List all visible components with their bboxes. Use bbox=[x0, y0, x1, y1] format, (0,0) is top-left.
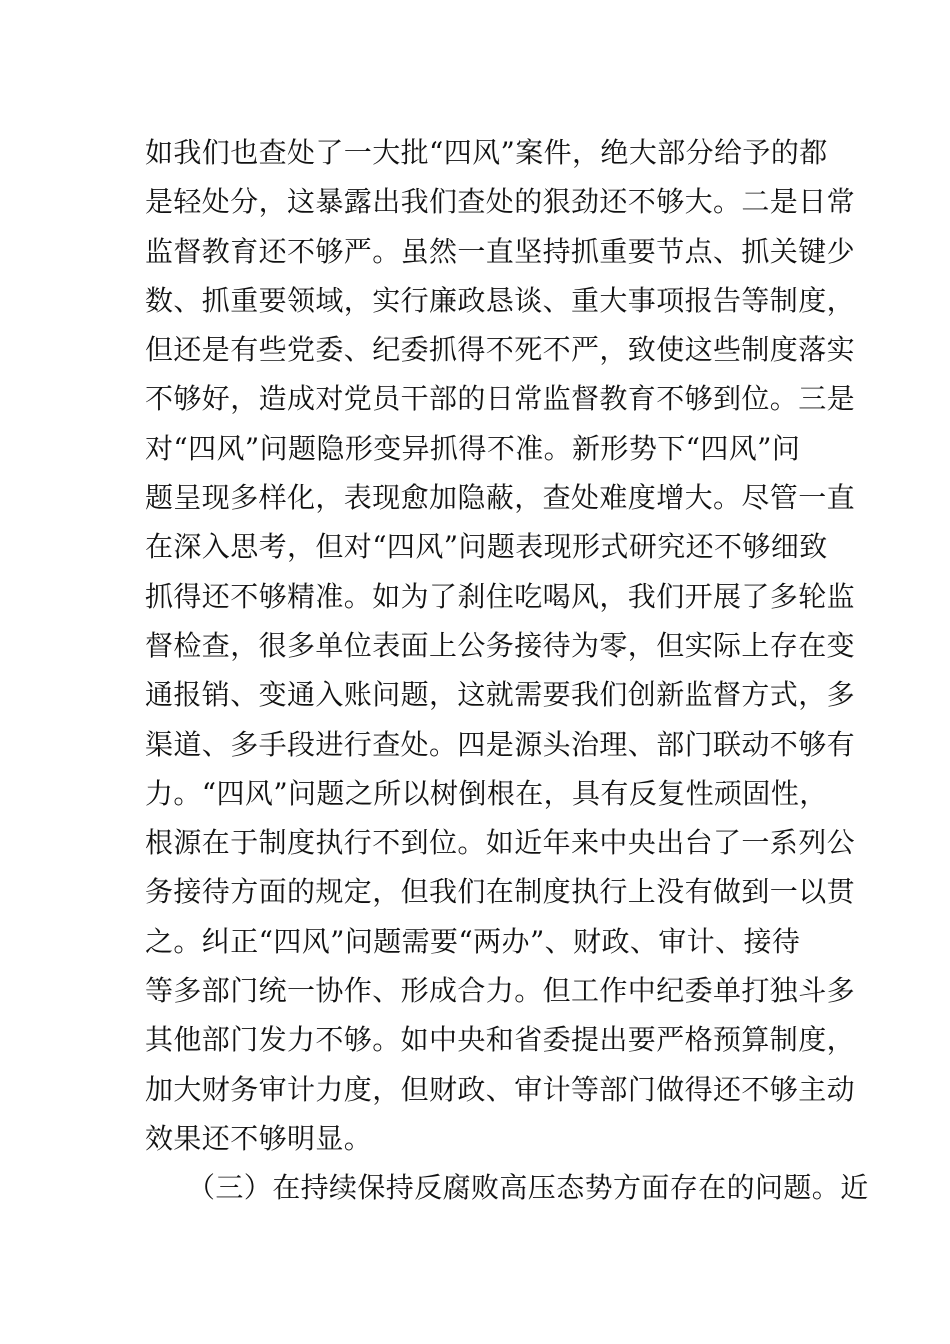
text-line: 数、抓重要领域，实行廉政恳谈、重大事项报告等制度， bbox=[145, 283, 856, 317]
body-text bbox=[145, 128, 869, 1213]
text-line: 之。纠正“四风”问题需要“两办”、财政、审计、接待 bbox=[145, 924, 801, 958]
text-line: 在深入思考，但对“四风”问题表现形式研究还不够细致 bbox=[145, 530, 828, 564]
text-line: 监督教育还不够严。虽然一直坚持抓重要节点、抓关键少 bbox=[145, 234, 856, 268]
text-line: 督检查，很多单位表面上公务接待为零，但实际上存在变 bbox=[145, 628, 856, 662]
text-line: 加大财务审计力度，但财政、审计等部门做得还不够主动 bbox=[145, 1072, 856, 1106]
text-line: 效果还不够明显。 bbox=[145, 1121, 373, 1155]
text-line: 如我们也查处了一大批“四风”案件，绝大部分给予的都 bbox=[145, 136, 828, 169]
text-line: 是轻处分，这暴露出我们查处的狠劲还不够大。二是日常 bbox=[145, 185, 856, 219]
text-line: 但还是有些党委、纪委抓得不死不严，致使这些制度落实 bbox=[145, 333, 856, 367]
text-line: 根源在于制度执行不到位。如近年来中央出台了一系列公 bbox=[145, 826, 856, 860]
section-heading: （三）在持续保持反腐败高压态势方面存在的问题。近 bbox=[187, 1171, 869, 1205]
text-line: 题呈现多样化，表现愈加隐蔽，查处难度增大。尽管一直 bbox=[145, 481, 856, 515]
text-line: 渠道、多手段进行查处。四是源头治理、部门联动不够有 bbox=[145, 727, 856, 761]
text-line: 不够好，造成对党员干部的日常监督教育不够到位。三是 bbox=[145, 382, 856, 416]
text-line: 力。“四风”问题之所以树倒根在，具有反复性顽固性， bbox=[145, 776, 828, 810]
text-line: 对“四风”问题隐形变异抓得不准。新形势下“四风”问 bbox=[145, 431, 801, 465]
text-line: 等多部门统一协作、形成合力。但工作中纪委单打独斗多 bbox=[145, 974, 856, 1008]
text-line: 务接待方面的规定，但我们在制度执行上没有做到一以贯 bbox=[145, 875, 856, 909]
text-line: 通报销、变通入账问题，这就需要我们创新监督方式，多 bbox=[145, 678, 856, 712]
text-line: 其他部门发力不够。如中央和省委提出要严格预算制度， bbox=[145, 1023, 856, 1057]
text-line: 抓得还不够精准。如为了刹住吃喝风，我们开展了多轮监 bbox=[145, 579, 856, 613]
